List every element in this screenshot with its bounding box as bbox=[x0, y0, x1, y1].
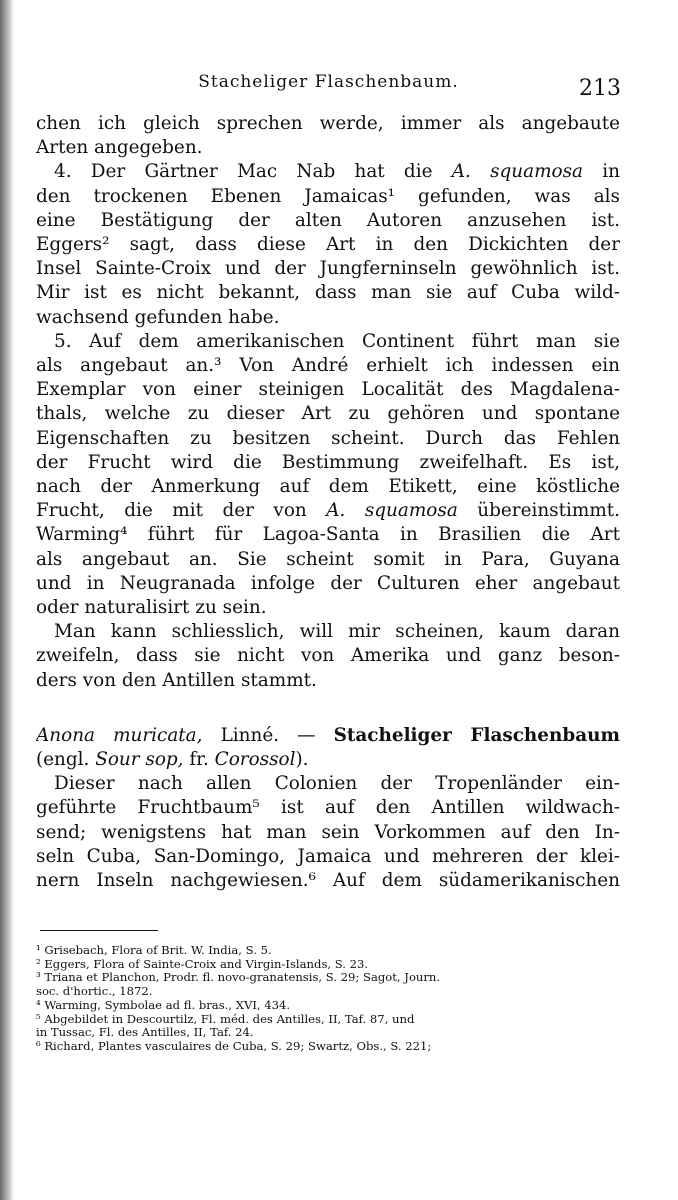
text-line: zweifeln, dass sie nicht von Amerika und ganz beson- bbox=[36, 645, 620, 667]
text-line bbox=[36, 160, 620, 184]
footnote: soc. d'hortic., 1872. bbox=[36, 985, 153, 999]
footnotes bbox=[36, 944, 624, 1054]
common-name: Stacheliger Flaschenbaum bbox=[333, 724, 620, 746]
text-run: fr. bbox=[183, 749, 215, 771]
text-line: Exemplar von einer steinigen Localität des Magdalena- bbox=[36, 379, 620, 401]
species-synonyms bbox=[36, 748, 620, 772]
text-run: 4. Der Gärtner Mac Nab hat die bbox=[54, 161, 452, 183]
species-name: Anona muricata, bbox=[36, 724, 203, 746]
species-heading bbox=[36, 724, 620, 748]
running-title: Stacheliger Flaschenbaum. bbox=[198, 72, 459, 92]
page-edge-shadow bbox=[0, 0, 14, 1200]
footnote: ⁴ Warming, Symbolae ad fl. bras., XVI, 434. bbox=[36, 998, 291, 1012]
text-line: als angebaut an.³ Von André erhielt ich indessen ein bbox=[36, 355, 620, 377]
text-line: nern Inseln nachgewiesen.⁶ Auf dem südamerikanischen bbox=[36, 870, 620, 892]
text-line: als angebaut an. Sie scheint somit in Para, Guyana bbox=[36, 548, 620, 570]
text-line: Arten angegeben. bbox=[36, 137, 203, 159]
english-name: Sour sop, bbox=[95, 749, 184, 771]
text-line: Insel Sainte-Croix und der Jungferninseln gewöhnlich ist. bbox=[36, 258, 620, 280]
text-line: oder naturalisirt zu sein. bbox=[36, 597, 267, 619]
footnote: ³ Triana et Planchon, Prodr. fl. novo-granatensis, S. 29; Sagot, Journ. bbox=[36, 971, 441, 985]
section-gap bbox=[36, 693, 620, 724]
text-run: (engl. bbox=[36, 749, 96, 771]
text-line: eine Bestätigung der alten Autoren anzusehen ist. bbox=[36, 209, 620, 231]
text-run: Frucht, die mit der von bbox=[36, 500, 327, 522]
text-line: der Frucht wird die Bestimmung zweifelhaft. Es ist, bbox=[36, 451, 620, 473]
text-line: nach der Anmerkung auf dem Etikett, eine köstliche bbox=[36, 476, 620, 498]
text-line: thals, welche zu dieser Art zu gehören und spontane bbox=[36, 403, 620, 425]
footnote: ⁵ Abgebildet in Descourtilz, Fl. méd. des Antilles, II, Taf. 87, und bbox=[36, 1012, 415, 1026]
text-line: chen ich gleich sprechen werde, immer als angebaute bbox=[36, 113, 620, 134]
footnote: ¹ Grisebach, Flora of Brit. W. India, S. 5. bbox=[36, 944, 272, 957]
text-line: geführte Fruchtbaum⁵ ist auf den Antillen wildwach- bbox=[36, 797, 620, 819]
text-line: Warming⁴ führt für Lagoa-Santa in Brasilien die Art bbox=[36, 524, 620, 546]
text-line: ders von den Antillen stammt. bbox=[36, 669, 317, 691]
text-line: wachsend gefunden habe. bbox=[36, 306, 280, 328]
text-line: 5. Auf dem amerikanischen Continent führt man sie bbox=[54, 330, 620, 352]
text-line: Eggers² sagt, dass diese Art in den Dickichten der bbox=[36, 234, 620, 256]
text-run: in bbox=[583, 161, 620, 183]
french-name: Corossol bbox=[214, 749, 296, 771]
text-line: Man kann schliesslich, will mir scheinen, kaum daran bbox=[54, 621, 620, 643]
running-head bbox=[36, 70, 621, 100]
text-line bbox=[36, 499, 620, 523]
footnote: ⁶ Richard, Plantes vasculaires de Cuba, S. 29; Swartz, Obs., S. 221; bbox=[36, 1039, 432, 1053]
footnote: in Tussac, Fl. des Antilles, II, Taf. 24. bbox=[36, 1026, 254, 1040]
text-body bbox=[36, 112, 620, 893]
species-name: A. squamosa bbox=[451, 161, 584, 183]
author-name: Linné. — bbox=[202, 724, 334, 746]
text-run: übereinstimmt. bbox=[457, 500, 620, 522]
text-line: send; wenigstens hat man sein Vorkommen auf den In- bbox=[36, 821, 620, 843]
text-line: Eigenschaften zu besitzen scheint. Durch das Fehlen bbox=[36, 427, 620, 449]
text-line: seln Cuba, San-Domingo, Jamaica und mehreren der klei- bbox=[36, 845, 620, 867]
text-line: und in Neugranada infolge der Culturen eher angebaut bbox=[36, 572, 620, 594]
page-number: 213 bbox=[579, 76, 621, 101]
text-line: Dieser nach allen Colonien der Tropenländer ein- bbox=[54, 773, 620, 795]
species-name: A. squamosa bbox=[326, 500, 458, 522]
footnote: ² Eggers, Flora of Sainte-Croix and Virgin-Islands, S. 23. bbox=[36, 957, 369, 971]
text-line: den trockenen Ebenen Jamaicas¹ gefunden, was als bbox=[36, 185, 620, 207]
footnote-rule bbox=[40, 930, 158, 931]
text-line: Mir ist es nicht bekannt, dass man sie auf Cuba wild- bbox=[36, 282, 620, 304]
text-run: ). bbox=[295, 749, 309, 771]
